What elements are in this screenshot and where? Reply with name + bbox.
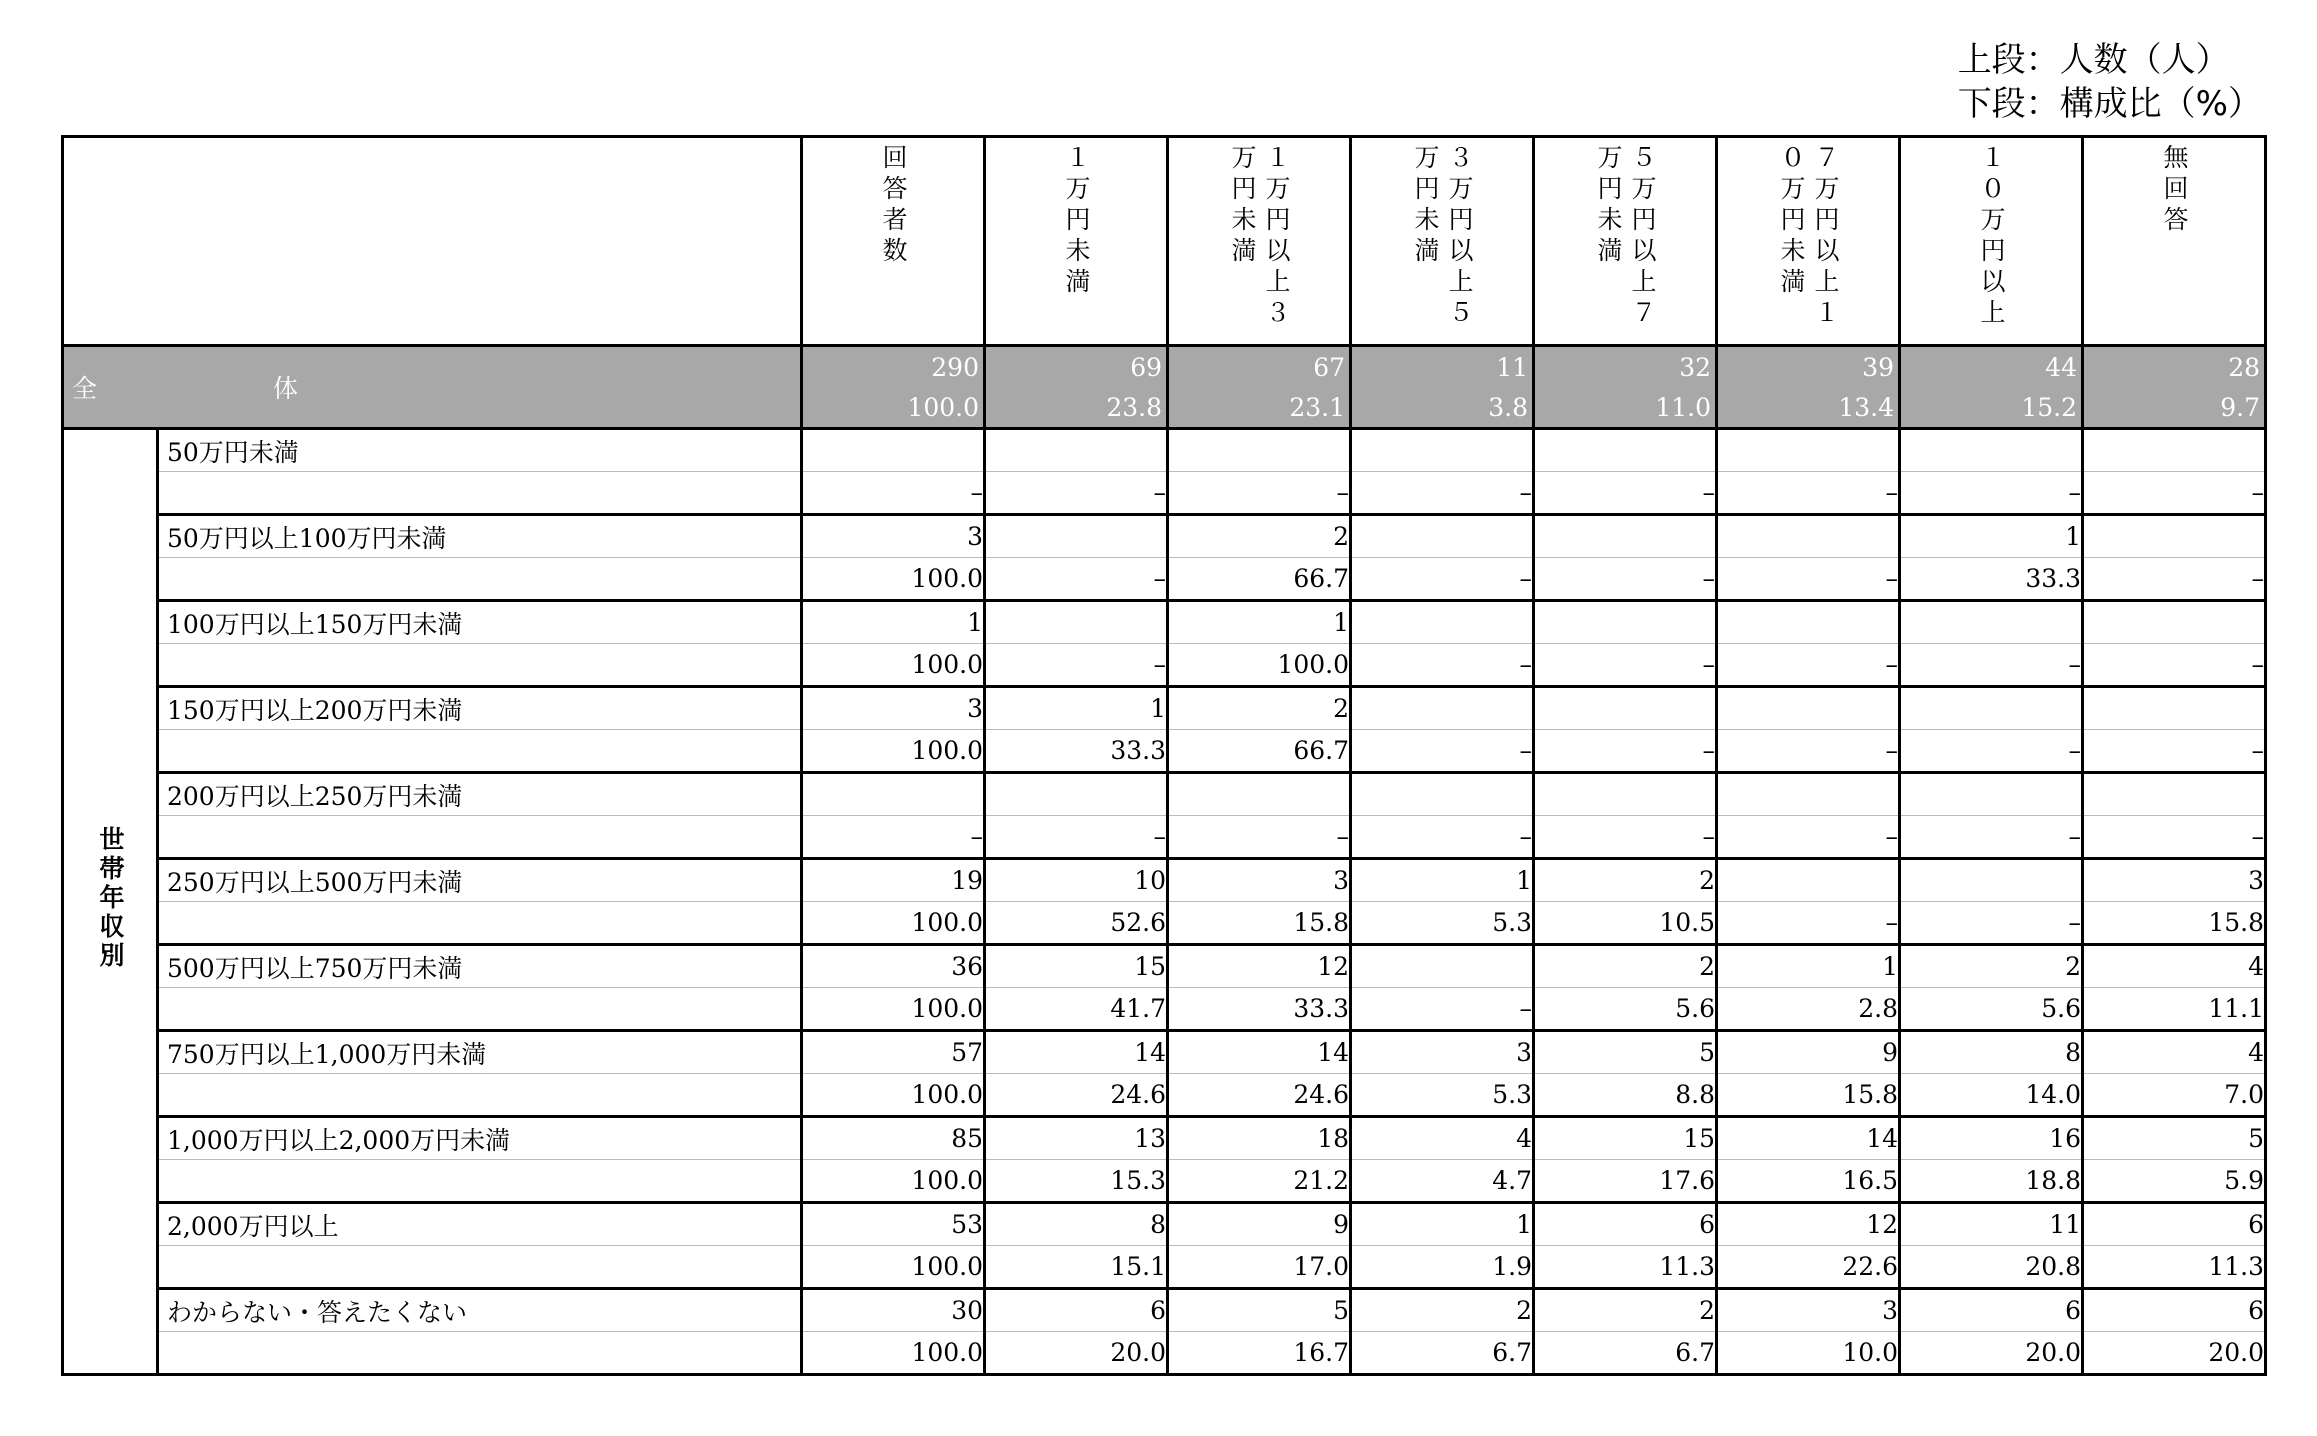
count-cell: 10 bbox=[985, 859, 1168, 902]
category-count-row bbox=[63, 945, 2266, 988]
count-cell: 9 bbox=[1168, 1203, 1351, 1246]
count-cell: 2 bbox=[1534, 859, 1717, 902]
pct-cell: – bbox=[1168, 472, 1351, 515]
count-cell bbox=[802, 773, 985, 816]
pct-cell: – bbox=[985, 644, 1168, 687]
pct-cell: 100.0 bbox=[802, 902, 985, 945]
pct-cell: 15.8 bbox=[1168, 902, 1351, 945]
column-header bbox=[1900, 137, 2083, 346]
pct-cell: – bbox=[1351, 558, 1534, 601]
pct-cell: – bbox=[1351, 730, 1534, 773]
pct-cell: – bbox=[985, 558, 1168, 601]
count-cell bbox=[1717, 859, 1900, 902]
pct-cell: – bbox=[2083, 644, 2266, 687]
pct-cell: – bbox=[1534, 472, 1717, 515]
count-cell bbox=[985, 429, 1168, 472]
pct-cell: 15.8 bbox=[1717, 1074, 1900, 1117]
count-cell: 6 bbox=[1534, 1203, 1717, 1246]
count-cell: 19 bbox=[802, 859, 985, 902]
column-header-label: ３万円以上５万円未満 bbox=[1411, 144, 1474, 330]
count-cell: 30 bbox=[802, 1289, 985, 1332]
count-cell bbox=[985, 601, 1168, 644]
pct-cell: 15.3 bbox=[985, 1160, 1168, 1203]
category-label: 50万円以上100万円未満 bbox=[158, 515, 802, 558]
pct-cell: 2.8 bbox=[1717, 988, 1900, 1031]
pct-cell: 100.0 bbox=[1168, 644, 1351, 687]
pct-cell: 8.8 bbox=[1534, 1074, 1717, 1117]
count-cell bbox=[1168, 429, 1351, 472]
count-cell bbox=[1900, 601, 2083, 644]
pct-cell: 11.3 bbox=[2083, 1246, 2266, 1289]
category-label-spacer bbox=[158, 1332, 802, 1375]
pct-cell: 20.0 bbox=[2083, 1332, 2266, 1375]
total-pct-cell: 11.0 bbox=[1534, 387, 1717, 429]
category-label: 1,000万円以上2,000万円未満 bbox=[158, 1117, 802, 1160]
count-cell bbox=[2083, 429, 2266, 472]
pct-cell: – bbox=[1534, 644, 1717, 687]
category-count-row bbox=[63, 859, 2266, 902]
pct-cell: 5.6 bbox=[1900, 988, 2083, 1031]
column-header-label: 回答者数 bbox=[879, 144, 908, 268]
pct-cell: – bbox=[1351, 644, 1534, 687]
count-cell bbox=[802, 429, 985, 472]
count-cell bbox=[1351, 687, 1534, 730]
count-cell: 2 bbox=[1900, 945, 2083, 988]
count-cell: 12 bbox=[1168, 945, 1351, 988]
count-cell: 8 bbox=[1900, 1031, 2083, 1074]
pct-cell: – bbox=[1900, 730, 2083, 773]
column-header bbox=[2083, 137, 2266, 346]
category-pct-row bbox=[63, 644, 2266, 687]
category-count-row bbox=[63, 773, 2266, 816]
pct-cell: – bbox=[1717, 902, 1900, 945]
category-pct-row bbox=[63, 472, 2266, 515]
count-cell: 1 bbox=[1900, 515, 2083, 558]
pct-cell: 11.3 bbox=[1534, 1246, 1717, 1289]
column-header-label: １０万円以上 bbox=[1977, 144, 2006, 330]
pct-cell: 100.0 bbox=[802, 1332, 985, 1375]
count-cell bbox=[1534, 601, 1717, 644]
pct-cell: – bbox=[2083, 816, 2266, 859]
count-cell: 3 bbox=[2083, 859, 2266, 902]
count-cell: 4 bbox=[2083, 945, 2266, 988]
pct-cell: – bbox=[2083, 558, 2266, 601]
pct-cell: – bbox=[802, 472, 985, 515]
count-cell: 4 bbox=[1351, 1117, 1534, 1160]
count-cell: 3 bbox=[1351, 1031, 1534, 1074]
pct-cell: 33.3 bbox=[985, 730, 1168, 773]
pct-cell: – bbox=[2083, 730, 2266, 773]
count-cell: 6 bbox=[2083, 1289, 2266, 1332]
pct-cell: 66.7 bbox=[1168, 730, 1351, 773]
category-label-spacer bbox=[158, 816, 802, 859]
count-cell bbox=[2083, 515, 2266, 558]
pct-cell: 4.7 bbox=[1351, 1160, 1534, 1203]
category-count-row bbox=[63, 1289, 2266, 1332]
total-pct-cell: 100.0 bbox=[802, 387, 985, 429]
category-pct-row bbox=[63, 1160, 2266, 1203]
total-count-cell: 32 bbox=[1534, 346, 1717, 388]
count-cell: 1 bbox=[1351, 859, 1534, 902]
category-label-spacer bbox=[158, 558, 802, 601]
pct-cell: 52.6 bbox=[985, 902, 1168, 945]
count-cell bbox=[2083, 687, 2266, 730]
count-cell: 2 bbox=[1534, 1289, 1717, 1332]
count-cell: 15 bbox=[985, 945, 1168, 988]
count-cell bbox=[1351, 515, 1534, 558]
pct-cell: – bbox=[2083, 472, 2266, 515]
total-pct-cell: 15.2 bbox=[1900, 387, 2083, 429]
column-header bbox=[802, 137, 985, 346]
group-label bbox=[63, 429, 158, 1375]
count-cell: 57 bbox=[802, 1031, 985, 1074]
count-cell: 5 bbox=[2083, 1117, 2266, 1160]
count-cell: 2 bbox=[1168, 515, 1351, 558]
pct-cell: 6.7 bbox=[1351, 1332, 1534, 1375]
category-label: 750万円以上1,000万円未満 bbox=[158, 1031, 802, 1074]
header-row bbox=[63, 137, 2266, 346]
category-count-row bbox=[63, 601, 2266, 644]
count-cell: 14 bbox=[985, 1031, 1168, 1074]
category-label-spacer bbox=[158, 472, 802, 515]
category-label-spacer bbox=[158, 1160, 802, 1203]
pct-cell: 100.0 bbox=[802, 644, 985, 687]
pct-cell: 7.0 bbox=[2083, 1074, 2266, 1117]
pct-cell: 15.1 bbox=[985, 1246, 1168, 1289]
column-header-label: １万円未満 bbox=[1062, 144, 1091, 299]
pct-cell: 17.0 bbox=[1168, 1246, 1351, 1289]
pct-cell: – bbox=[802, 816, 985, 859]
count-cell: 53 bbox=[802, 1203, 985, 1246]
count-cell bbox=[1717, 515, 1900, 558]
pct-cell: 6.7 bbox=[1534, 1332, 1717, 1375]
count-cell bbox=[1351, 601, 1534, 644]
count-cell: 2 bbox=[1351, 1289, 1534, 1332]
total-count-cell: 11 bbox=[1351, 346, 1534, 388]
pct-cell: 18.8 bbox=[1900, 1160, 2083, 1203]
count-cell bbox=[1351, 773, 1534, 816]
total-pct-cell: 23.8 bbox=[985, 387, 1168, 429]
count-cell bbox=[985, 773, 1168, 816]
count-cell bbox=[1900, 773, 2083, 816]
count-cell: 3 bbox=[1717, 1289, 1900, 1332]
pct-cell: 5.3 bbox=[1351, 902, 1534, 945]
pct-cell: – bbox=[1534, 558, 1717, 601]
count-cell: 1 bbox=[1717, 945, 1900, 988]
total-count-cell: 28 bbox=[2083, 346, 2266, 388]
count-cell bbox=[1900, 687, 2083, 730]
pct-cell: 22.6 bbox=[1717, 1246, 1900, 1289]
count-cell: 2 bbox=[1534, 945, 1717, 988]
category-label: 200万円以上250万円未満 bbox=[158, 773, 802, 816]
category-count-row bbox=[63, 515, 2266, 558]
pct-cell: – bbox=[1900, 644, 2083, 687]
category-count-row bbox=[63, 1203, 2266, 1246]
legend-upper: 上段：人数（人） bbox=[1957, 40, 2230, 80]
count-cell bbox=[1900, 859, 2083, 902]
pct-cell: – bbox=[1717, 730, 1900, 773]
pct-cell: 100.0 bbox=[802, 1074, 985, 1117]
pct-cell: – bbox=[1900, 902, 2083, 945]
category-label-spacer bbox=[158, 902, 802, 945]
count-cell: 3 bbox=[802, 515, 985, 558]
pct-cell: 16.7 bbox=[1168, 1332, 1351, 1375]
pct-cell: 20.0 bbox=[985, 1332, 1168, 1375]
pct-cell: – bbox=[1351, 816, 1534, 859]
category-pct-row bbox=[63, 558, 2266, 601]
pct-cell: 10.5 bbox=[1534, 902, 1717, 945]
category-pct-row bbox=[63, 816, 2266, 859]
group-label-text: 世帯年収別 bbox=[96, 826, 125, 971]
pct-cell: 100.0 bbox=[802, 1246, 985, 1289]
pct-cell: – bbox=[1717, 558, 1900, 601]
pct-cell: 41.7 bbox=[985, 988, 1168, 1031]
count-cell: 6 bbox=[985, 1289, 1168, 1332]
total-pct-cell: 13.4 bbox=[1717, 387, 1900, 429]
count-cell bbox=[1534, 429, 1717, 472]
count-cell bbox=[1717, 687, 1900, 730]
category-label-spacer bbox=[158, 730, 802, 773]
count-cell: 3 bbox=[1168, 859, 1351, 902]
pct-cell: – bbox=[1351, 988, 1534, 1031]
pct-cell: 15.8 bbox=[2083, 902, 2266, 945]
pct-cell: – bbox=[1534, 816, 1717, 859]
pct-cell: 100.0 bbox=[802, 558, 985, 601]
total-label-second: 体 bbox=[273, 374, 305, 403]
total-count-cell: 290 bbox=[802, 346, 985, 388]
pct-cell: 24.6 bbox=[1168, 1074, 1351, 1117]
count-cell bbox=[1717, 773, 1900, 816]
legend-lower: 下段：構成比（%） bbox=[1957, 84, 2262, 124]
column-header bbox=[1534, 137, 1717, 346]
count-cell bbox=[1351, 945, 1534, 988]
category-label: 150万円以上200万円未満 bbox=[158, 687, 802, 730]
pct-cell: – bbox=[1717, 472, 1900, 515]
count-cell bbox=[1168, 773, 1351, 816]
total-label-first: 全 bbox=[72, 374, 104, 403]
pct-cell: 11.1 bbox=[2083, 988, 2266, 1031]
pct-cell: 14.0 bbox=[1900, 1074, 2083, 1117]
count-cell bbox=[985, 515, 1168, 558]
pct-cell: 100.0 bbox=[802, 988, 985, 1031]
category-pct-row bbox=[63, 1074, 2266, 1117]
category-count-row bbox=[63, 1117, 2266, 1160]
count-cell: 1 bbox=[1351, 1203, 1534, 1246]
column-header bbox=[1168, 137, 1351, 346]
count-cell bbox=[1534, 687, 1717, 730]
count-cell: 9 bbox=[1717, 1031, 1900, 1074]
pct-cell: 100.0 bbox=[802, 1160, 985, 1203]
pct-cell: – bbox=[1717, 816, 1900, 859]
category-pct-row bbox=[63, 1246, 2266, 1289]
category-label-spacer bbox=[158, 1074, 802, 1117]
count-cell: 5 bbox=[1168, 1289, 1351, 1332]
total-pct-cell: 23.1 bbox=[1168, 387, 1351, 429]
category-pct-row bbox=[63, 1332, 2266, 1375]
pct-cell: 16.5 bbox=[1717, 1160, 1900, 1203]
header-blank-cell bbox=[63, 137, 802, 346]
pct-cell: – bbox=[1900, 816, 2083, 859]
count-cell bbox=[1534, 773, 1717, 816]
column-header-label: ５万円以上７万円未満 bbox=[1594, 144, 1657, 330]
total-count-row bbox=[63, 346, 2266, 388]
count-cell: 1 bbox=[985, 687, 1168, 730]
column-header bbox=[985, 137, 1168, 346]
pct-cell: 66.7 bbox=[1168, 558, 1351, 601]
count-cell: 3 bbox=[802, 687, 985, 730]
category-label-spacer bbox=[158, 1246, 802, 1289]
table-legend bbox=[1958, 38, 2262, 126]
pct-cell: 20.8 bbox=[1900, 1246, 2083, 1289]
category-pct-row bbox=[63, 730, 2266, 773]
pct-cell: – bbox=[985, 816, 1168, 859]
count-cell: 18 bbox=[1168, 1117, 1351, 1160]
total-count-cell: 67 bbox=[1168, 346, 1351, 388]
pct-cell: 33.3 bbox=[1900, 558, 2083, 601]
pct-cell: 10.0 bbox=[1717, 1332, 1900, 1375]
count-cell: 4 bbox=[2083, 1031, 2266, 1074]
category-count-row bbox=[63, 1031, 2266, 1074]
pct-cell: 17.6 bbox=[1534, 1160, 1717, 1203]
pct-cell: 1.9 bbox=[1351, 1246, 1534, 1289]
pct-cell: 33.3 bbox=[1168, 988, 1351, 1031]
count-cell: 15 bbox=[1534, 1117, 1717, 1160]
count-cell bbox=[1534, 515, 1717, 558]
count-cell bbox=[1351, 429, 1534, 472]
pct-cell: – bbox=[1168, 816, 1351, 859]
category-label-spacer bbox=[158, 644, 802, 687]
category-pct-row bbox=[63, 988, 2266, 1031]
count-cell bbox=[1717, 601, 1900, 644]
pct-cell: 24.6 bbox=[985, 1074, 1168, 1117]
category-label: わからない・答えたくない bbox=[158, 1289, 802, 1332]
count-cell: 8 bbox=[985, 1203, 1168, 1246]
count-cell: 14 bbox=[1168, 1031, 1351, 1074]
pct-cell: – bbox=[1900, 472, 2083, 515]
category-label-spacer bbox=[158, 988, 802, 1031]
category-label: 100万円以上150万円未満 bbox=[158, 601, 802, 644]
count-cell bbox=[1717, 429, 1900, 472]
column-header bbox=[1717, 137, 1900, 346]
pct-cell: 5.3 bbox=[1351, 1074, 1534, 1117]
total-count-cell: 69 bbox=[985, 346, 1168, 388]
column-header-label: 無回答 bbox=[2160, 144, 2189, 237]
pct-cell: – bbox=[1717, 644, 1900, 687]
pct-cell: – bbox=[1534, 730, 1717, 773]
count-cell bbox=[2083, 773, 2266, 816]
count-cell: 85 bbox=[802, 1117, 985, 1160]
count-cell: 36 bbox=[802, 945, 985, 988]
pct-cell: 100.0 bbox=[802, 730, 985, 773]
count-cell: 5 bbox=[1534, 1031, 1717, 1074]
count-cell: 11 bbox=[1900, 1203, 2083, 1246]
count-cell: 13 bbox=[985, 1117, 1168, 1160]
category-pct-row bbox=[63, 902, 2266, 945]
category-label: 500万円以上750万円未満 bbox=[158, 945, 802, 988]
column-header-label: １万円以上３万円未満 bbox=[1228, 144, 1291, 330]
total-count-cell: 44 bbox=[1900, 346, 2083, 388]
column-header bbox=[1351, 137, 1534, 346]
category-label: 2,000万円以上 bbox=[158, 1203, 802, 1246]
count-cell bbox=[1900, 429, 2083, 472]
count-cell: 1 bbox=[1168, 601, 1351, 644]
total-pct-cell: 9.7 bbox=[2083, 387, 2266, 429]
count-cell bbox=[2083, 601, 2266, 644]
count-cell: 14 bbox=[1717, 1117, 1900, 1160]
total-pct-cell: 3.8 bbox=[1351, 387, 1534, 429]
pct-cell: 20.0 bbox=[1900, 1332, 2083, 1375]
total-count-cell: 39 bbox=[1717, 346, 1900, 388]
category-count-row bbox=[63, 429, 2266, 472]
pct-cell: – bbox=[1351, 472, 1534, 515]
count-cell: 1 bbox=[802, 601, 985, 644]
count-cell: 16 bbox=[1900, 1117, 2083, 1160]
pct-cell: 5.6 bbox=[1534, 988, 1717, 1031]
count-cell: 12 bbox=[1717, 1203, 1900, 1246]
total-label bbox=[63, 346, 802, 429]
pct-cell: – bbox=[985, 472, 1168, 515]
category-count-row bbox=[63, 687, 2266, 730]
count-cell: 6 bbox=[2083, 1203, 2266, 1246]
column-header-label: ７万円以上１０万円未満 bbox=[1777, 144, 1840, 330]
pct-cell: 5.9 bbox=[2083, 1160, 2266, 1203]
category-label: 50万円未満 bbox=[158, 429, 802, 472]
crosstab-table bbox=[61, 135, 2267, 1376]
pct-cell: 21.2 bbox=[1168, 1160, 1351, 1203]
count-cell: 2 bbox=[1168, 687, 1351, 730]
category-label: 250万円以上500万円未満 bbox=[158, 859, 802, 902]
count-cell: 6 bbox=[1900, 1289, 2083, 1332]
